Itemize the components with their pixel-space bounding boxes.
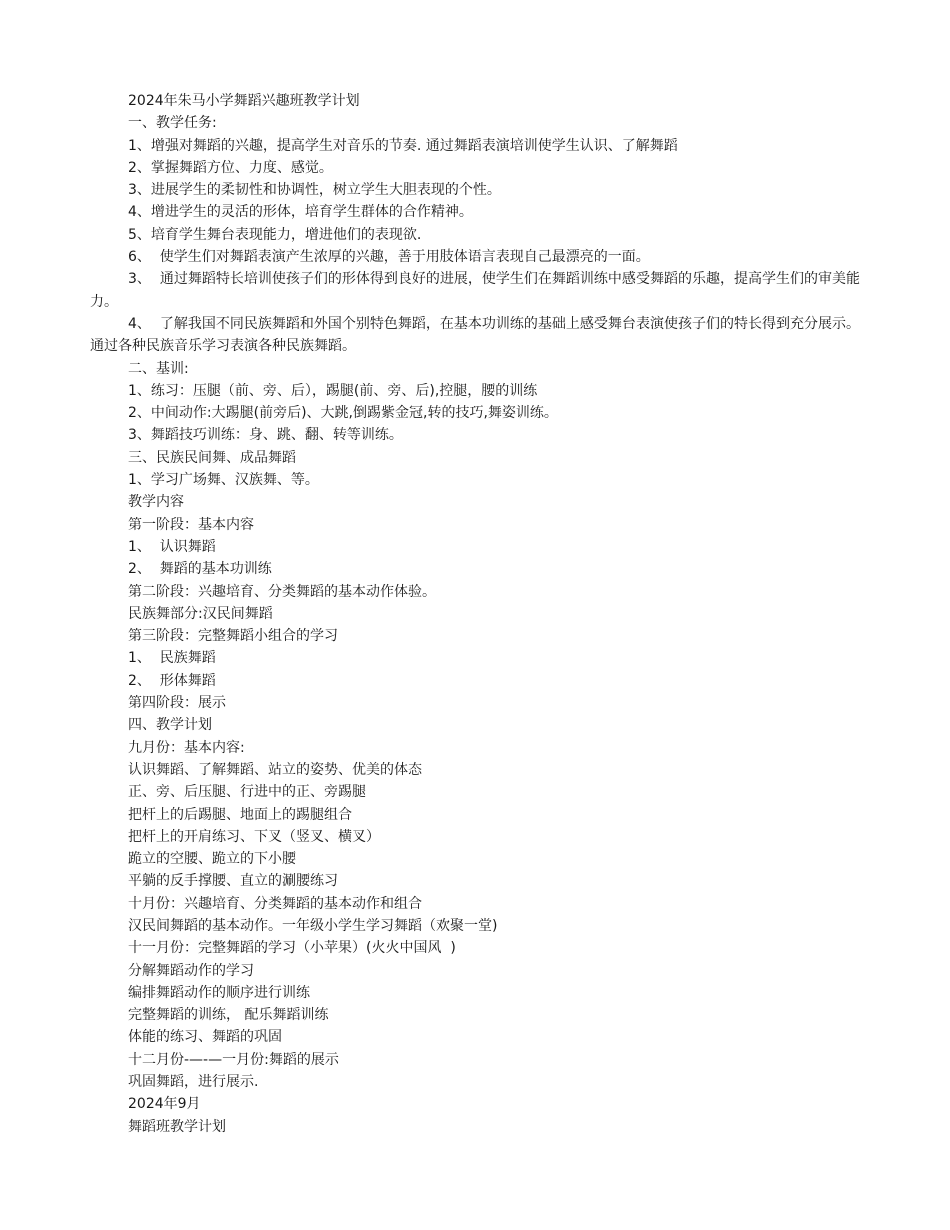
text-line: 2、中间动作:大踢腿(前旁后)、大跳,倒踢紫金冠,转的技巧,舞姿训练。 (128, 405, 558, 422)
text-line: 正、旁、后压腿、行进中的正、旁踢腿 (128, 784, 366, 801)
text-line: 体能的练习、舞蹈的巩固 (128, 1029, 282, 1046)
text-line: 3、舞蹈技巧训练：身、跳、翻、转等训练。 (128, 427, 403, 444)
text-line: 四、教学计划 (128, 717, 212, 734)
text-line: 把杆上的后踢腿、地面上的踢腿组合 (128, 806, 352, 823)
text-line: 舞蹈班教学计划 (128, 1118, 226, 1135)
text-line: 第四阶段：展示 (128, 695, 226, 712)
text-line: 2、掌握舞蹈方位、力度、感觉。 (128, 159, 333, 176)
text-line: 2024年9月 (128, 1096, 201, 1113)
text-line: 5、培育学生舞台表现能力，增进他们的表现欲. (128, 226, 422, 243)
text-line: 1、 认识舞蹈 (128, 538, 216, 555)
text-line: 完整舞蹈的训练， 配乐舞蹈训练 (128, 1007, 329, 1024)
text-line: 第三阶段：完整舞蹈小组合的学习 (128, 628, 338, 645)
text-line: 2、 舞蹈的基本功训练 (128, 561, 272, 578)
document-body (90, 90, 860, 1138)
text-line: 4、增进学生的灵活的形体，培育学生群体的合作精神。 (128, 204, 473, 221)
text-line: 九月份：基本内容: (128, 739, 245, 756)
text-line: 编排舞蹈动作的顺序进行训练 (128, 984, 310, 1001)
text-line: 2、 形体舞蹈 (128, 672, 216, 689)
text-line: 巩固舞蹈，进行展示. (128, 1074, 259, 1091)
paragraph: 4、 了解我国不同民族舞蹈和外国个别特色舞蹈，在基本功训练的基础上感受舞台表演使孩子们的特长得到充分展示。通过各种民族音乐学习表演各种民族舞蹈。 (90, 315, 860, 355)
text-line: 认识舞蹈、了解舞蹈、站立的姿势、优美的体态 (128, 761, 422, 778)
text-line: 把杆上的开肩练习、下叉（竖叉、横叉） (128, 828, 380, 845)
text-line: 1、练习：压腿（前、旁、后），踢腿(前、旁、后),控腿，腰的训练 (128, 382, 538, 399)
text-line: 汉民间舞蹈的基本动作。一年级小学生学习舞蹈（欢聚一堂) (128, 917, 498, 934)
text-line: 6、 使学生们对舞蹈表演产生浓厚的兴趣，善于用肢体语言表现自己最漂亮的一面。 (128, 249, 650, 266)
text-line: 跪立的空腰、跪立的下小腰 (128, 851, 296, 868)
text-line: 3、进展学生的柔韧性和协调性，树立学生大胆表现的个性。 (128, 182, 501, 199)
text-line: 1、学习广场舞、汉族舞、等。 (128, 472, 319, 489)
text-line: 三、民族民间舞、成品舞蹈 (128, 449, 296, 466)
text-line: 分解舞蹈动作的学习 (128, 962, 254, 979)
paragraph: 3、 通过舞蹈特长培训使孩子们的形体得到良好的进展，使学生们在舞蹈训练中感受舞蹈的乐趣，提高学生们的审美能力。 (90, 271, 860, 310)
text-line: 1、 民族舞蹈 (128, 650, 216, 667)
text-line: 一、教学任务: (128, 115, 217, 132)
text-line: 十二月份-—-—一月份:舞蹈的展示 (128, 1051, 339, 1068)
text-line: 1、增强对舞蹈的兴趣，提高学生对音乐的节奏. 通过舞蹈表演培训使学生认识、了解舞蹈 (128, 137, 678, 154)
text-line: 十月份：兴趣培育、分类舞蹈的基本动作和组合 (128, 895, 422, 912)
text-line: 二、基训: (128, 360, 189, 377)
text-line: 平躺的反手撑腰、直立的涮腰练习 (128, 873, 338, 890)
text-line: 教学内容 (128, 494, 184, 511)
text-line: 2024年朱马小学舞蹈兴趣班教学计划 (128, 93, 360, 109)
text-line: 第一阶段：基本内容 (128, 516, 254, 533)
text-line: 民族舞部分:汉民间舞蹈 (128, 605, 273, 622)
text-line: 第二阶段：兴趣培育、分类舞蹈的基本动作体验。 (128, 583, 436, 600)
text-line: 十一月份：完整舞蹈的学习（小苹果）(火火中国风 ) (128, 940, 456, 957)
